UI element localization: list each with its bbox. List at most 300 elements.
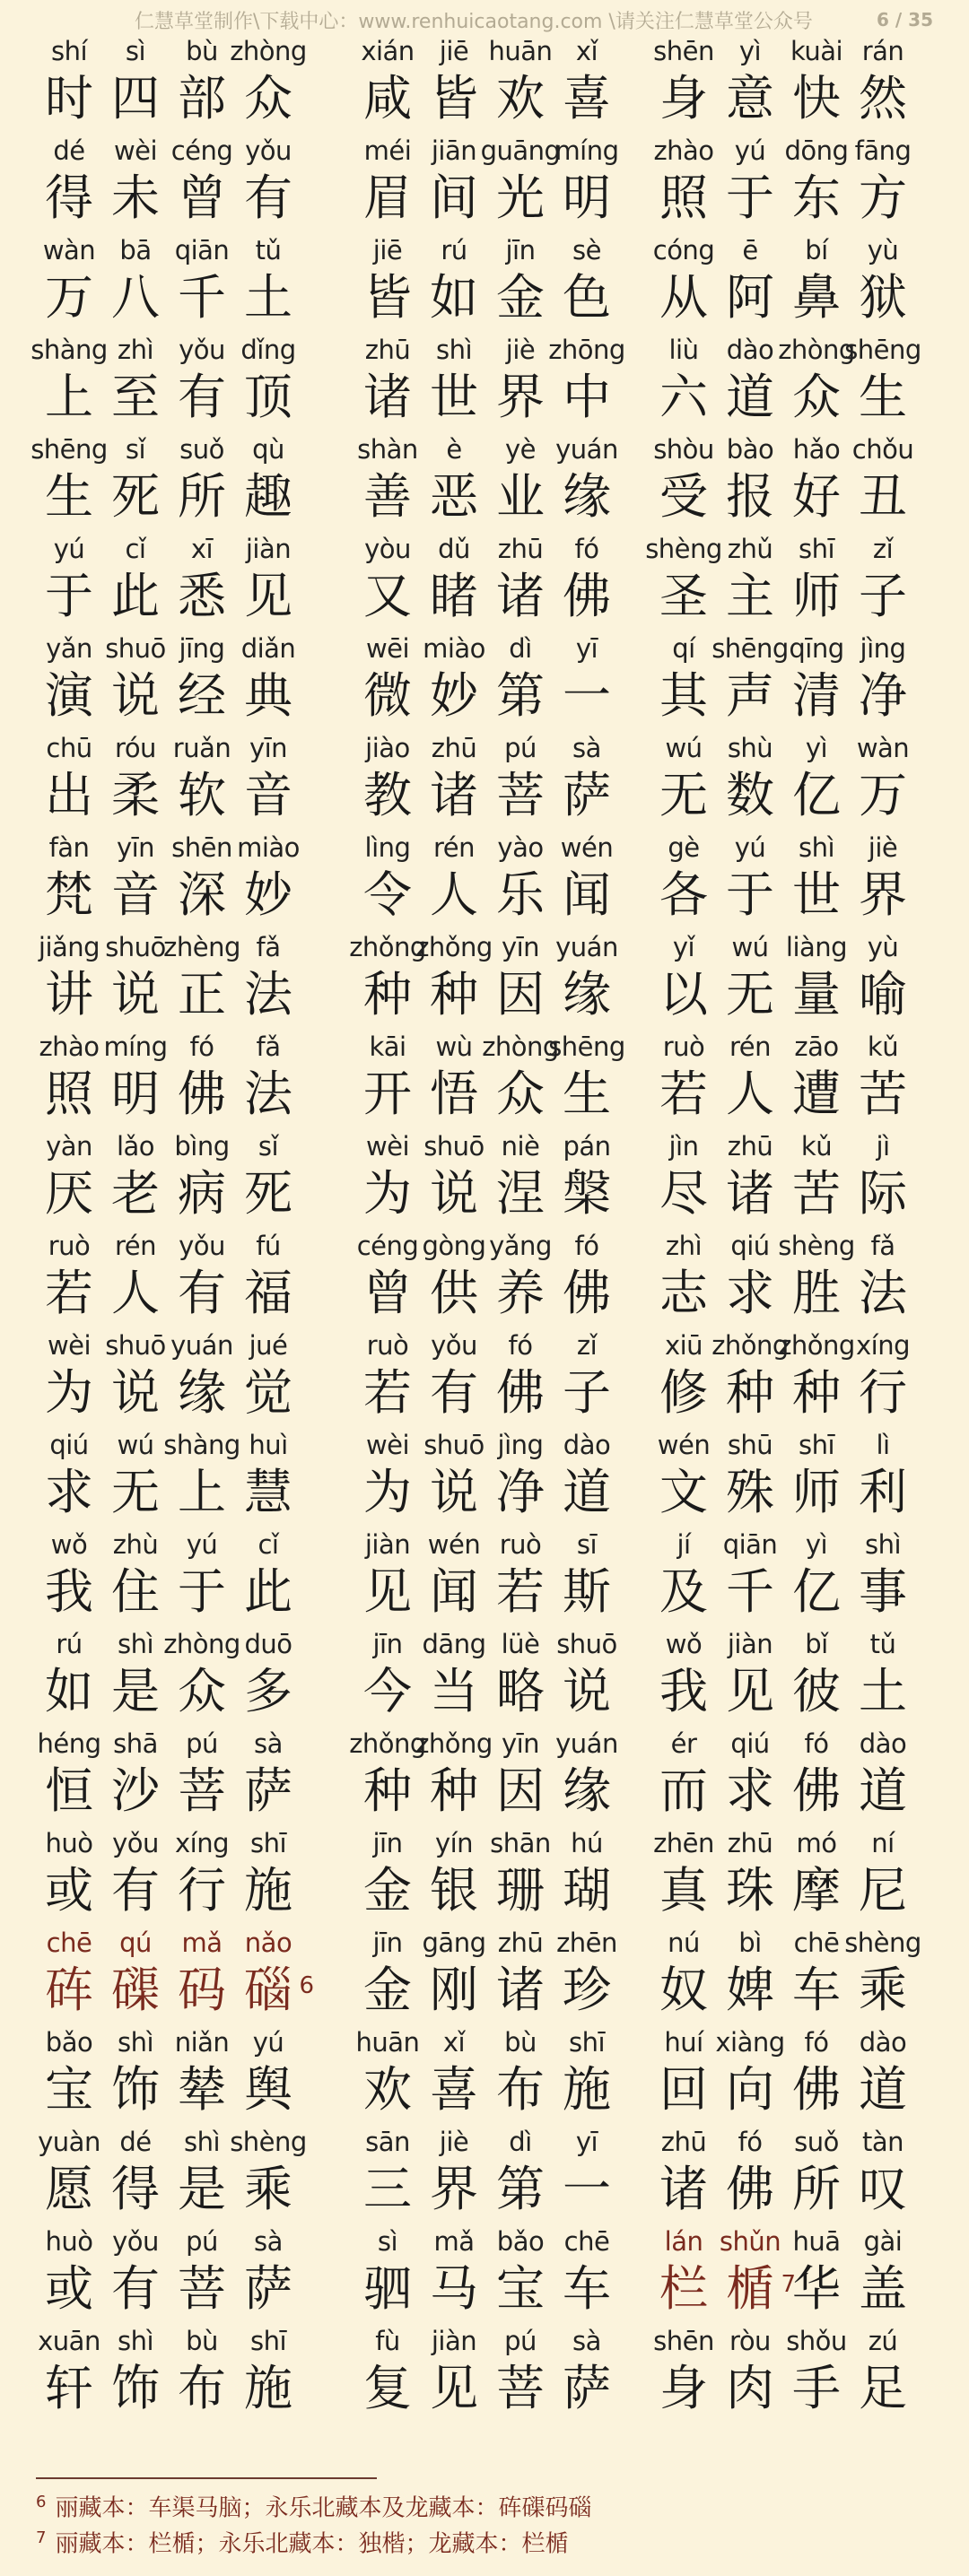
character-cell [554, 532, 620, 631]
hanzi: 楯 [726, 2260, 774, 2317]
character-cell [850, 233, 916, 333]
pinyin: zǐ [872, 534, 894, 564]
hanzi: 事 [859, 1563, 907, 1620]
hanzi: 千 [178, 269, 226, 326]
verse-phrase [650, 1030, 916, 1129]
pinyin: yǒu [112, 2226, 159, 2257]
hanzi: 受 [659, 468, 708, 525]
character-cell [554, 1428, 620, 1527]
verse-phrase [650, 1229, 916, 1328]
pinyin: wén [427, 1529, 481, 1560]
pinyin: huā [792, 2226, 841, 2257]
hanzi: 诸 [430, 767, 478, 823]
pinyin: shàng [163, 1430, 240, 1460]
pinyin: yuán [170, 1330, 233, 1361]
character-cell [354, 1926, 421, 2025]
hanzi: 有 [244, 170, 292, 226]
pinyin: jīn [372, 1928, 403, 1958]
verse-phrase [36, 1030, 301, 1129]
hanzi: 说 [563, 1663, 611, 1719]
character-cell [850, 1030, 916, 1129]
pinyin: shī [798, 534, 835, 564]
pinyin: niǎn [174, 2027, 230, 2058]
hanzi: 珠 [726, 1862, 774, 1919]
hanzi: 软 [178, 767, 226, 823]
watermark-text: 仁慧草堂制作\下载中心：www.renhuicaotang.com \请关注仁慧草堂公众号 [135, 10, 813, 33]
character-cell [717, 1428, 783, 1527]
pinyin: shì [117, 2326, 154, 2356]
verse-phrase [650, 1428, 916, 1527]
character-cell [169, 631, 235, 731]
hanzi: 部 [178, 70, 226, 126]
character-cell [354, 1527, 421, 1627]
character-cell [554, 2224, 620, 2324]
hanzi: 以 [659, 966, 708, 1023]
pinyin: wú [117, 1430, 154, 1460]
character-cell [36, 2324, 102, 2424]
hanzi: 金 [363, 1862, 412, 1919]
character-cell [850, 2324, 916, 2424]
hanzi: 种 [726, 1364, 774, 1421]
hanzi: 有 [111, 2260, 160, 2317]
hanzi: 柔 [111, 767, 160, 823]
pinyin: dì [509, 633, 532, 664]
pinyin: liàng [785, 932, 848, 962]
character-cell [783, 233, 850, 333]
verse-phrase [650, 233, 916, 333]
hanzi: 有 [178, 369, 226, 425]
hanzi: 彼 [792, 1663, 841, 1719]
pinyin: niè [501, 1131, 540, 1162]
pinyin: bǎo [45, 2027, 93, 2058]
hanzi: 至 [111, 369, 160, 425]
verse-phrase [650, 1328, 916, 1428]
pinyin: yǒu [431, 1330, 477, 1361]
verse-line [0, 2025, 969, 2125]
character-cell [421, 731, 487, 831]
hanzi: 福 [244, 1265, 292, 1321]
character-cell [354, 2324, 421, 2424]
character-cell [36, 233, 102, 333]
pinyin: bìng [174, 1131, 230, 1162]
character-cell [487, 2125, 554, 2224]
verse-line [0, 1129, 969, 1229]
verse-phrase [354, 333, 625, 432]
verse-phrase [650, 333, 921, 432]
character-cell [349, 930, 426, 1030]
hanzi: 一 [563, 2161, 611, 2217]
hanzi: 马 [430, 2260, 478, 2317]
hanzi: 殊 [726, 1464, 774, 1520]
scripture-text [0, 34, 969, 2424]
character-cell [487, 1826, 554, 1926]
hanzi: 圣 [659, 568, 708, 624]
pinyin: yín [434, 1828, 474, 1858]
pinyin: huān [355, 2027, 420, 2058]
pinyin: jīng [179, 633, 225, 664]
footnotes [36, 2485, 591, 2556]
hanzi: 车 [563, 2260, 611, 2317]
pinyin: wàn [42, 235, 96, 265]
hanzi: 砗 [45, 1962, 93, 2018]
pinyin: shēn [653, 2326, 714, 2356]
character-cell [36, 831, 102, 930]
pinyin: dào [726, 335, 774, 365]
character-cell [36, 1527, 102, 1627]
pinyin: yú [53, 534, 85, 564]
hanzi: 音 [244, 767, 292, 823]
hanzi: 供 [430, 1265, 478, 1321]
character-cell [850, 2125, 916, 2224]
hanzi: 叹 [859, 2161, 907, 2217]
verse-phrase [650, 631, 916, 731]
hanzi: 明 [563, 170, 611, 226]
character-cell [169, 1527, 235, 1627]
character-cell [783, 1826, 850, 1926]
pinyin: bù [186, 2326, 218, 2356]
pinyin: shī [568, 2027, 606, 2058]
hanzi: 老 [111, 1165, 160, 1222]
character-cell [650, 831, 717, 930]
pinyin: cǐ [258, 1529, 279, 1560]
hanzi: 界 [430, 2161, 478, 2217]
hanzi: 宝 [496, 2260, 545, 2317]
character-cell [717, 1527, 783, 1627]
hanzi: 志 [659, 1265, 708, 1321]
hanzi: 住 [111, 1563, 160, 1620]
pinyin: xī [190, 534, 214, 564]
pinyin: yīn [501, 932, 540, 962]
hanzi: 喜 [563, 70, 611, 126]
hanzi: 是 [178, 2161, 226, 2217]
character-cell [778, 1229, 855, 1328]
pinyin: dào [859, 1728, 907, 1759]
verse-line [0, 34, 969, 134]
hanzi: 为 [363, 1464, 412, 1520]
hanzi: 闻 [563, 866, 611, 923]
hanzi: 求 [726, 1265, 774, 1321]
pinyin: jiē [372, 235, 403, 265]
character-cell [235, 333, 301, 432]
pinyin: yàn [46, 1131, 92, 1162]
pinyin: shòu [653, 434, 714, 465]
hanzi: 生 [859, 369, 907, 425]
pinyin: wù [435, 1031, 473, 1062]
hanzi: 今 [363, 1663, 412, 1719]
hanzi: 遭 [792, 1066, 841, 1122]
pinyin: fǎ [870, 1231, 895, 1261]
pinyin: zhǒng [349, 932, 426, 962]
pinyin: yù [867, 932, 899, 962]
hanzi: 觉 [244, 1364, 292, 1421]
hanzi: 若 [45, 1265, 93, 1321]
pinyin: fó [804, 1728, 829, 1759]
verse-line [0, 2125, 969, 2224]
hanzi: 令 [363, 866, 412, 923]
pinyin: bā [119, 235, 152, 265]
pinyin: qiú [730, 1728, 770, 1759]
hanzi: 真 [659, 1862, 708, 1919]
character-cell [169, 1727, 235, 1826]
hanzi: 照 [659, 170, 708, 226]
footnote-marker[interactable]: 6 [299, 1972, 314, 1999]
hanzi: 胜 [792, 1265, 841, 1321]
pinyin: shēng [548, 1031, 625, 1062]
verse-line [0, 1627, 969, 1727]
hanzi: 是 [111, 1663, 160, 1719]
character-cell [235, 432, 301, 532]
hanzi: 尽 [659, 1165, 708, 1222]
character-cell [487, 2324, 554, 2424]
hanzi: 舆 [244, 2061, 292, 2118]
hanzi: 生 [45, 468, 93, 525]
verse-phrase [36, 2324, 301, 2424]
pinyin: yīn [116, 832, 155, 863]
pinyin: ruò [499, 1529, 542, 1560]
hanzi: 如 [430, 269, 478, 326]
character-cell [169, 1826, 235, 1926]
pinyin: lǎo [116, 1131, 155, 1162]
verse-phrase [650, 2025, 916, 2125]
character-cell [554, 233, 620, 333]
character-cell [354, 333, 421, 432]
pinyin: kǔ [800, 1131, 833, 1162]
character-cell [717, 731, 783, 831]
character-cell [783, 631, 850, 731]
pinyin: ruǎn [172, 733, 231, 763]
pinyin: yǒu [112, 1828, 159, 1858]
hanzi: 斯 [563, 1563, 611, 1620]
footnote-marker[interactable]: 7 [781, 2271, 796, 2298]
hanzi: 肉 [726, 2360, 774, 2416]
character-cell [169, 2025, 235, 2125]
hanzi: 死 [111, 468, 160, 525]
pinyin: shèng [778, 1231, 855, 1261]
hanzi: 求 [726, 1762, 774, 1819]
hanzi: 种 [363, 1762, 412, 1819]
footnote-number: 7 [36, 2528, 47, 2547]
hanzi: 缘 [563, 468, 611, 525]
hanzi: 一 [563, 667, 611, 724]
hanzi: 清 [792, 667, 841, 724]
hanzi: 银 [430, 1862, 478, 1919]
hanzi: 说 [430, 1464, 478, 1520]
pinyin: yú [252, 2027, 284, 2058]
pinyin: mǎ [433, 2226, 475, 2257]
pinyin: mǎ [181, 1928, 223, 1958]
hanzi: 生 [563, 1066, 611, 1122]
character-cell [850, 1527, 916, 1627]
pinyin: jīn [372, 1629, 403, 1659]
pinyin: jiào [365, 733, 410, 763]
pinyin: zhēn [556, 1928, 617, 1958]
character-cell [717, 831, 783, 930]
character-cell [102, 1926, 169, 2025]
verse-phrase [354, 2324, 620, 2424]
character-cell [421, 34, 487, 134]
pinyin: pú [186, 2226, 218, 2257]
hanzi: 或 [45, 1862, 93, 1919]
hanzi: 道 [726, 369, 774, 425]
hanzi: 华 [792, 2260, 841, 2317]
character-cell [554, 1328, 620, 1428]
pinyin: gāng [422, 1928, 486, 1958]
pinyin: chē [563, 2226, 610, 2257]
hanzi: 未 [111, 170, 160, 226]
verse-phrase [354, 1229, 620, 1328]
verse-line [0, 731, 969, 831]
hanzi: 金 [363, 1962, 412, 2018]
hanzi: 万 [45, 269, 93, 326]
pinyin: chē [793, 1928, 840, 1958]
character-cell [717, 2224, 796, 2324]
hanzi: 摩 [792, 1862, 841, 1919]
character-cell [487, 1428, 554, 1527]
character-cell [844, 333, 921, 432]
character-cell [717, 1627, 783, 1727]
pinyin: rú [441, 235, 467, 265]
character-cell [102, 831, 169, 930]
character-cell [102, 2025, 169, 2125]
hanzi: 此 [244, 1563, 292, 1620]
pinyin: jīn [372, 1828, 403, 1858]
verse-phrase [645, 532, 916, 631]
hanzi: 微 [363, 667, 412, 724]
pinyin: wèi [365, 1131, 410, 1162]
verse-line [0, 1926, 969, 2025]
pinyin: gòng [422, 1231, 486, 1261]
pinyin: zhì [665, 1231, 703, 1261]
pinyin: tǔ [869, 1629, 896, 1659]
hanzi: 佛 [563, 1265, 611, 1321]
pinyin: chū [46, 733, 92, 763]
character-cell [169, 333, 235, 432]
character-cell [554, 2324, 620, 2424]
hanzi: 若 [363, 1364, 412, 1421]
hanzi: 身 [659, 70, 708, 126]
footnote-text: 丽藏本：车渠马脑；永乐北藏本及龙藏本：砗磲码碯 [55, 2494, 592, 2522]
character-cell [421, 233, 487, 333]
pinyin: xián [361, 36, 415, 66]
verse-phrase [36, 1527, 301, 1627]
verse-phrase [354, 1328, 620, 1428]
pinyin: yǎng [489, 1231, 552, 1261]
hanzi: 悉 [178, 568, 226, 624]
hanzi: 众 [244, 70, 292, 126]
pinyin: jiē [439, 36, 469, 66]
pinyin: zhēn [653, 1828, 714, 1858]
pinyin: yì [805, 733, 828, 763]
pinyin: wàn [856, 733, 910, 763]
character-cell [778, 1328, 855, 1428]
pinyin: yù [867, 235, 899, 265]
character-cell [650, 1328, 717, 1428]
hanzi: 我 [659, 1663, 708, 1719]
character-cell [482, 1030, 559, 1129]
character-cell [554, 631, 620, 731]
verse-line [0, 2324, 969, 2424]
pinyin: yǐ [672, 932, 695, 962]
character-cell [36, 1428, 102, 1527]
character-cell [783, 2125, 850, 2224]
hanzi: 布 [496, 2061, 545, 2118]
character-cell [36, 532, 102, 631]
character-cell [235, 631, 301, 731]
hanzi: 当 [430, 1663, 478, 1719]
character-cell [650, 1627, 717, 1727]
hanzi: 萨 [563, 2360, 611, 2416]
pinyin: mó [796, 1828, 837, 1858]
character-cell [783, 1926, 850, 2025]
verse-phrase [650, 1826, 916, 1926]
hanzi: 轩 [45, 2360, 93, 2416]
hanzi: 亿 [792, 767, 841, 823]
character-cell [717, 1129, 783, 1229]
hanzi: 磲 [111, 1962, 160, 2018]
character-cell [554, 34, 620, 134]
pinyin: bù [186, 36, 218, 66]
hanzi: 乐 [496, 866, 545, 923]
character-cell [169, 2224, 235, 2324]
verse-phrase [36, 1328, 301, 1428]
pinyin: zhǒng [349, 1728, 426, 1759]
hanzi: 回 [659, 2061, 708, 2118]
pinyin: qiān [722, 1529, 778, 1560]
pinyin: bí [805, 235, 828, 265]
character-cell [235, 2224, 301, 2324]
pinyin: shuō [556, 1629, 617, 1659]
verse-line [0, 930, 969, 1030]
hanzi: 师 [792, 568, 841, 624]
hanzi: 死 [244, 1165, 292, 1222]
pinyin: zhǒng [415, 932, 493, 962]
character-cell [650, 2125, 717, 2224]
verse-line [0, 134, 969, 233]
verse-phrase [650, 731, 916, 831]
character-cell [235, 731, 301, 831]
character-cell [850, 1428, 916, 1527]
character-cell [717, 34, 783, 134]
hanzi: 施 [563, 2061, 611, 2118]
character-cell [554, 134, 620, 233]
pinyin: jiè [505, 335, 536, 365]
pinyin: xǐ [575, 36, 598, 66]
pinyin: yú [186, 1529, 218, 1560]
pinyin: bì [738, 1928, 762, 1958]
hanzi: 因 [496, 1762, 545, 1819]
pinyin: fó [189, 1031, 214, 1062]
hanzi: 经 [178, 667, 226, 724]
pinyin: céng [356, 1231, 419, 1261]
character-cell [650, 930, 717, 1030]
hanzi: 业 [496, 468, 545, 525]
hanzi: 皆 [430, 70, 478, 126]
hanzi: 如 [45, 1663, 93, 1719]
character-cell [717, 1229, 783, 1328]
hanzi: 上 [45, 369, 93, 425]
hanzi: 见 [726, 1663, 774, 1719]
character-cell [717, 1727, 783, 1826]
character-cell [354, 831, 421, 930]
character-cell [163, 1428, 240, 1527]
character-cell [235, 233, 301, 333]
hanzi: 辇 [178, 2061, 226, 2118]
character-cell [354, 1129, 421, 1229]
hanzi: 曾 [363, 1265, 412, 1321]
hanzi: 闻 [430, 1563, 478, 1620]
verse-line [0, 532, 969, 631]
pinyin: ruò [48, 1231, 91, 1261]
